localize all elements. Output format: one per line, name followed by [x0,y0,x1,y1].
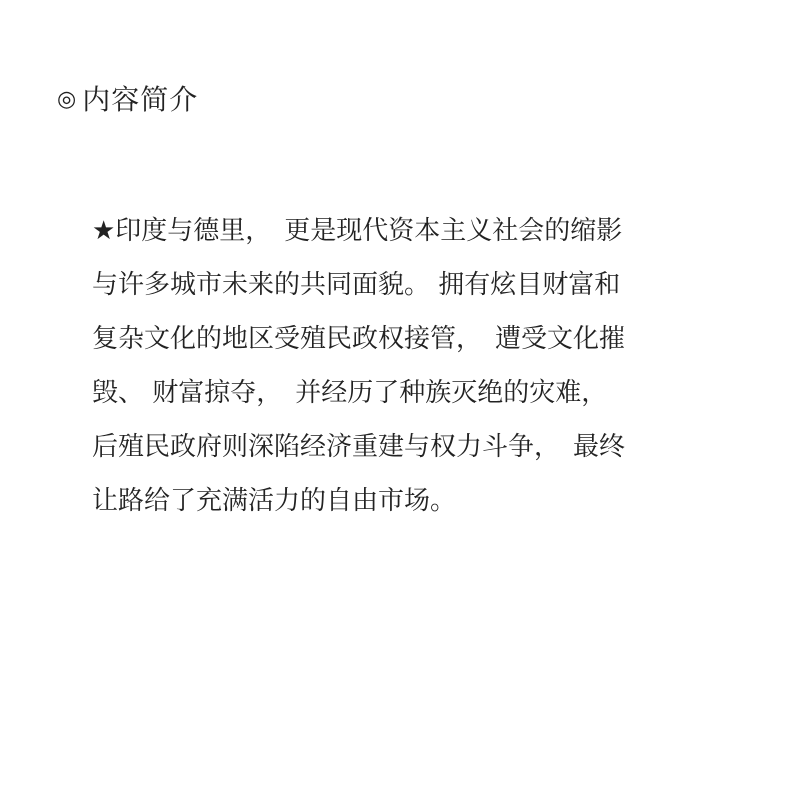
intro-line-2: 与许多城市未来的共同面貌。 拥有炫目财富和 [92,270,621,300]
intro-line-1: ★印度与德里， 更是现代资本主义社会的缩影 [92,216,623,246]
section-heading [57,80,198,120]
section-title: 内容简介 [82,83,199,116]
intro-line-3: 复杂文化的地区受殖民政权接管， 遭受文化摧 [92,324,626,354]
intro-line-4: 毁、 财富掠夺， 并经历了种族灭绝的灾难， [92,378,608,408]
intro-paragraph [92,204,732,528]
double-circle-icon: ◎ [57,87,77,112]
intro-line-6: 让路给了充满活力的自由市场。 [92,486,457,516]
intro-line-5: 后殖民政府则深陷经济重建与权力斗争， 最终 [92,432,626,462]
